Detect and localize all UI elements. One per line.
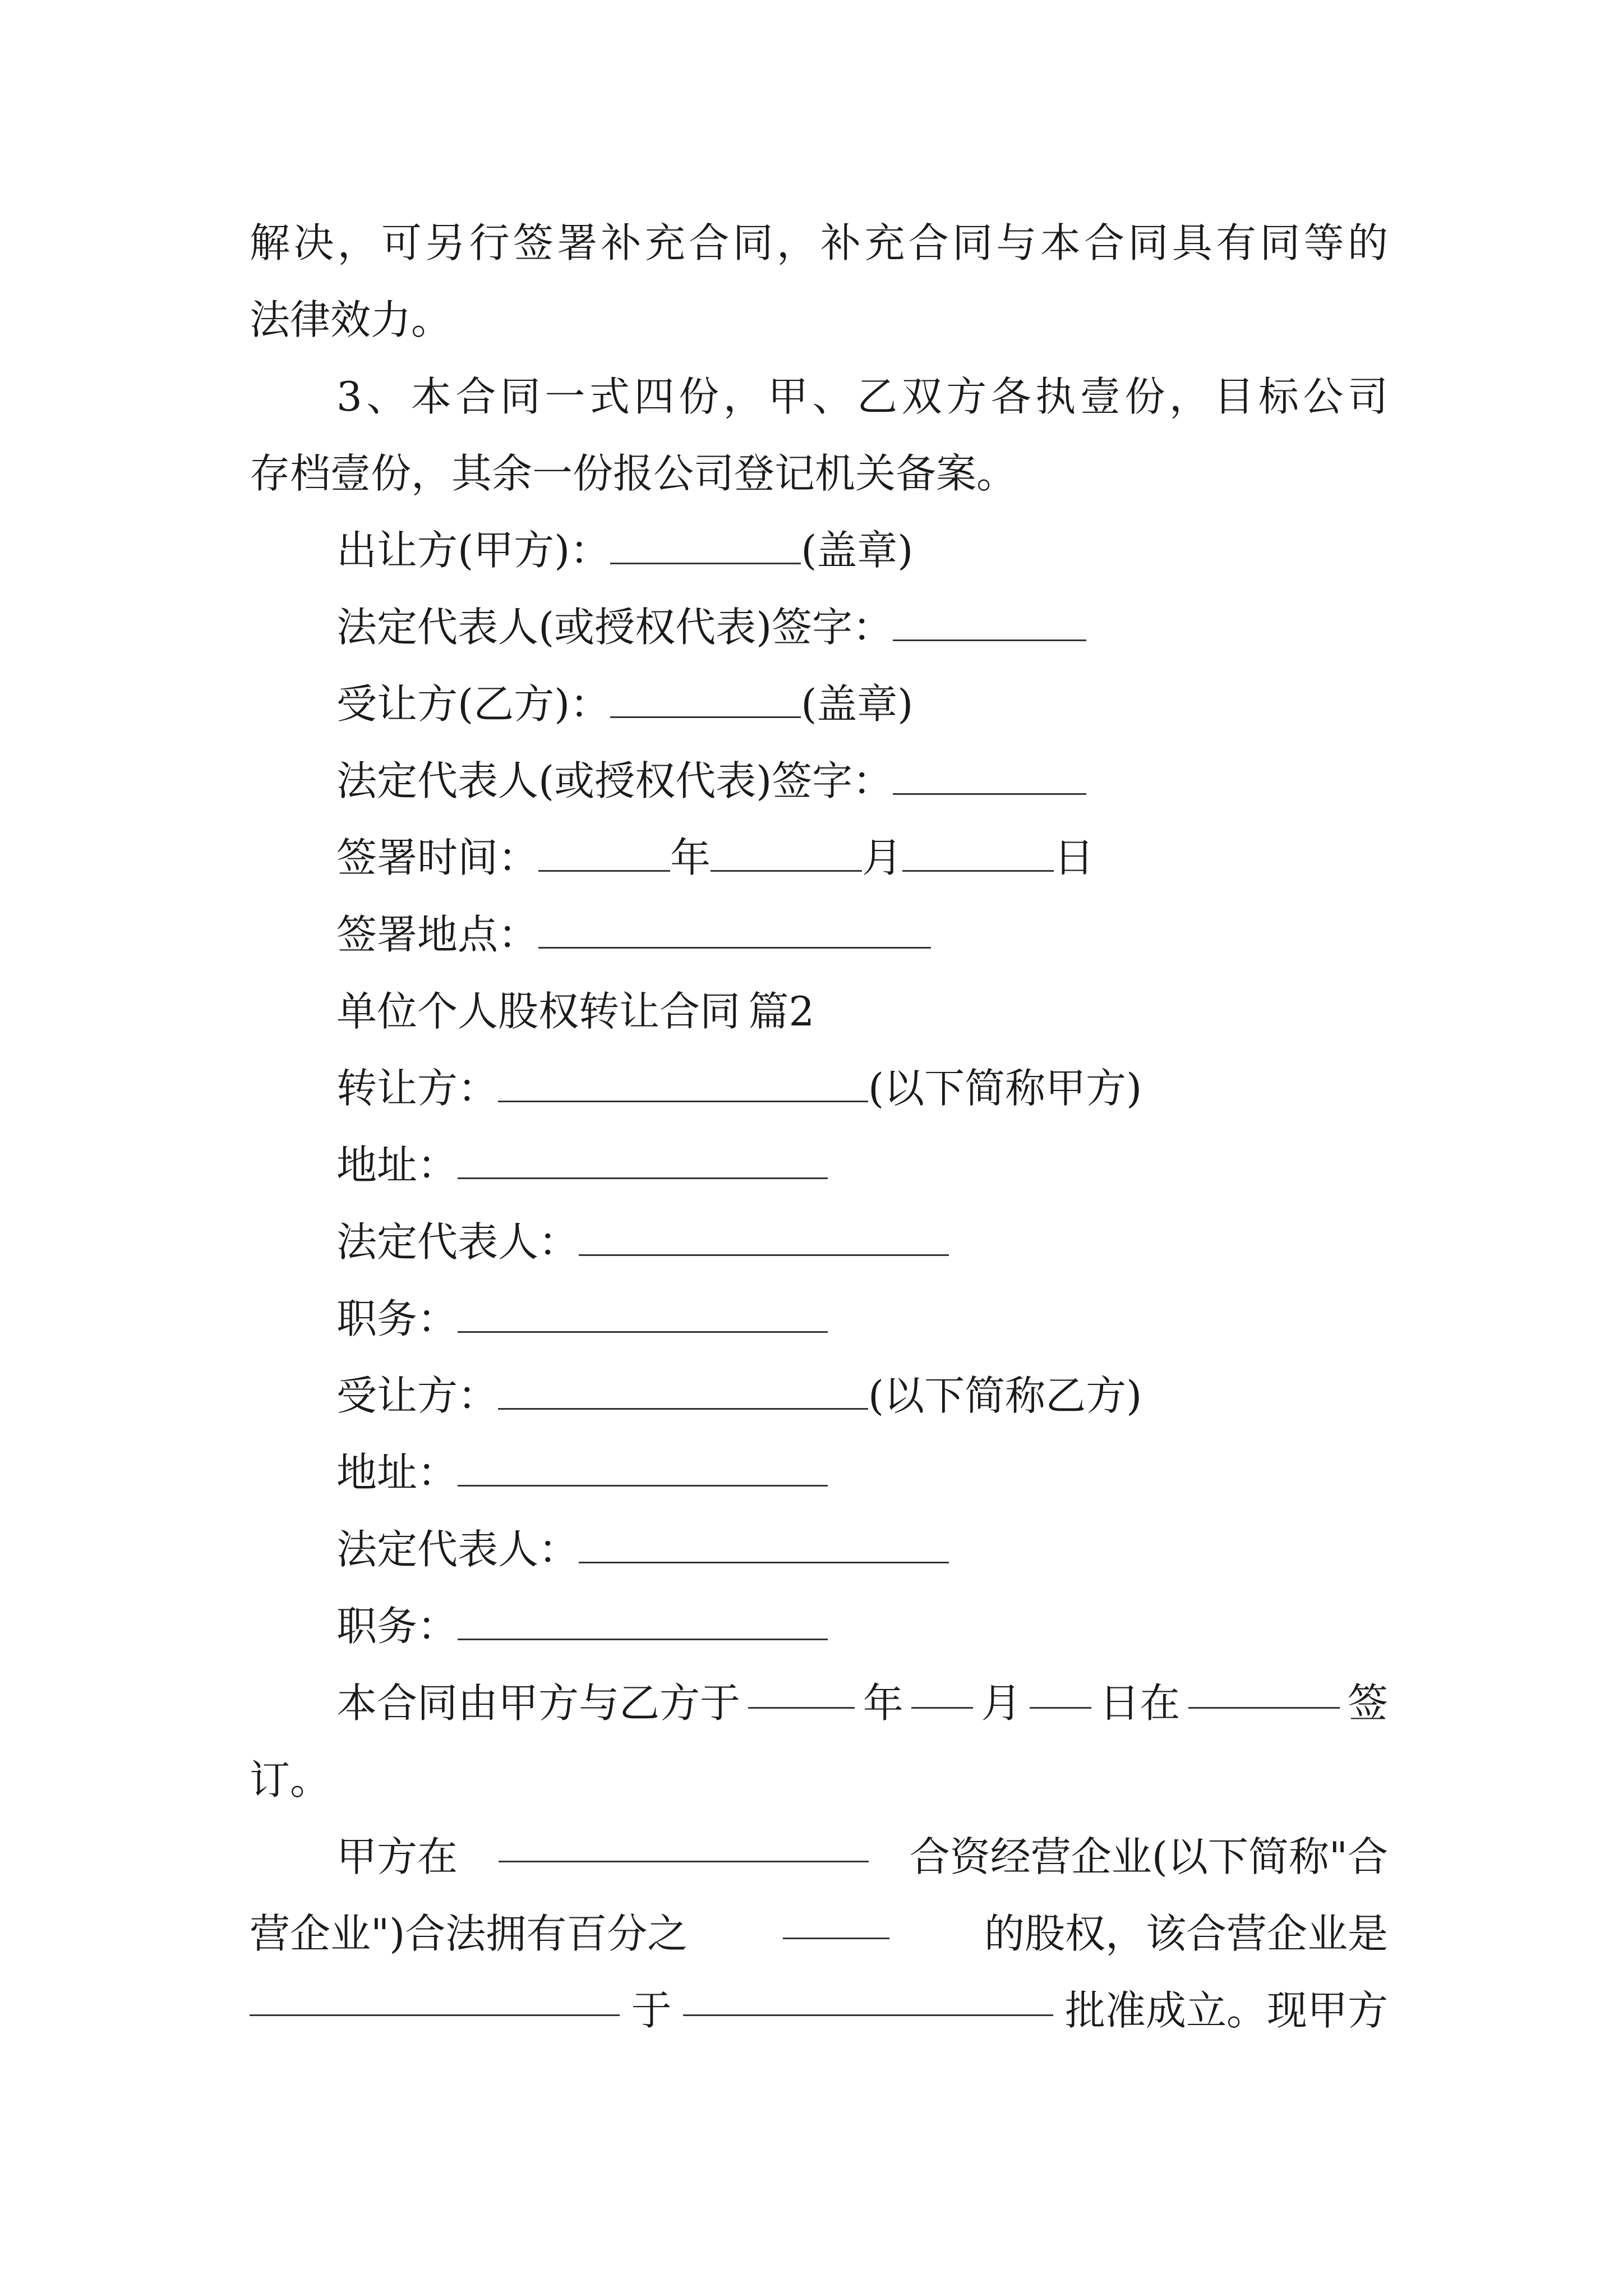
field-label: (盖章): [801, 680, 914, 728]
text-line: [250, 1903, 1388, 1964]
field-label: 月: [862, 834, 903, 881]
text-line: 法律效力。: [250, 296, 452, 343]
blank-underline: [610, 528, 801, 564]
blank-underline: [498, 1066, 868, 1102]
field-label: 签署地点：: [336, 911, 539, 958]
heading-text: 单位个人股权转让合同: [336, 988, 741, 1035]
field-label: 法定代表人：: [336, 1526, 579, 1573]
blank-underline: [458, 1296, 828, 1333]
text-segment: 于: [631, 1987, 672, 2034]
blank-underline: [893, 758, 1086, 795]
blank-underline: [610, 682, 801, 718]
blank-underline: [499, 1826, 869, 1862]
text-line: 解决，可另行签署补充合同，补充合同与本合同具有同等的: [250, 219, 1388, 266]
signature-line: [336, 750, 1623, 812]
blank-underline: [1188, 1672, 1340, 1709]
signature-line: [336, 519, 1623, 581]
party-line: [336, 1442, 1623, 1503]
signature-line: [336, 904, 1623, 965]
blank-underline: [458, 1143, 828, 1179]
field-label: 法定代表人：: [336, 1218, 579, 1266]
blank-underline: [538, 835, 670, 872]
field-label: 出让方(甲方)：: [336, 527, 611, 574]
field-label: (以下简称甲方): [868, 1065, 1142, 1112]
text-line: [250, 1980, 1388, 2041]
party-line: [336, 1288, 1623, 1350]
section-heading: [336, 981, 1623, 1042]
date-line: [336, 827, 1623, 889]
blank-underline: [893, 605, 1086, 641]
party-line: [336, 1134, 1623, 1196]
field-label: 签署时间：: [336, 834, 539, 881]
field-label: 转让方：: [336, 1065, 499, 1112]
blank-underline: [458, 1604, 828, 1640]
blank-underline: [458, 1450, 828, 1487]
party-line: [336, 1211, 1623, 1273]
blank-underline: [250, 1980, 620, 2016]
text-line: [336, 1826, 1388, 1888]
party-line: [336, 1519, 1623, 1580]
blank-underline: [902, 835, 1054, 872]
field-label: 职务：: [336, 1295, 458, 1342]
blank-underline: [538, 912, 931, 949]
field-label: (盖章): [801, 527, 914, 574]
text-segment: 的股权，该合营企业是: [984, 1910, 1388, 1957]
text-segment: 甲方在: [336, 1833, 458, 1880]
party-line: [336, 1057, 1623, 1119]
heading-number: 篇2: [748, 988, 815, 1035]
signature-line: [336, 596, 1623, 658]
field-label: 受让方(乙方)：: [336, 680, 611, 728]
field-label: 法定代表人(或授权代表)签字：: [336, 604, 893, 651]
text-segment: 本合同由甲方与乙方于: [336, 1680, 741, 1727]
blank-underline: [748, 1672, 855, 1709]
text-line: 订。: [250, 1756, 331, 1803]
text-segment: 年: [863, 1680, 903, 1727]
blank-underline: [579, 1527, 949, 1563]
field-label: 法定代表人(或授权代表)签字：: [336, 757, 893, 804]
text-segment: 合资经营企业(以下简称"合: [909, 1833, 1388, 1880]
blank-underline: [711, 835, 862, 872]
field-label: 地址：: [336, 1142, 458, 1189]
text-segment: 批准成立。现甲方: [1064, 1987, 1388, 2034]
field-label: 日: [1054, 834, 1095, 881]
blank-underline: [498, 1373, 868, 1410]
text-segment: 营企业")合法拥有百分之: [250, 1910, 688, 1957]
field-label: 地址：: [336, 1449, 458, 1496]
blank-underline: [783, 1903, 889, 1939]
field-label: 职务：: [336, 1603, 458, 1650]
signature-line: [336, 673, 1623, 735]
field-label: 受让方：: [336, 1372, 499, 1419]
blank-underline: [683, 1980, 1053, 2016]
text-segment: 日在: [1099, 1680, 1181, 1727]
text-segment: 月: [981, 1680, 1022, 1727]
field-label: (以下简称乙方): [868, 1372, 1142, 1419]
text-line: 3、本合同一式四份，甲、乙双方各执壹份，目标公司: [336, 373, 1388, 420]
blank-underline: [579, 1220, 949, 1256]
party-line: [336, 1365, 1623, 1427]
blank-underline: [1030, 1672, 1091, 1709]
blank-underline: [911, 1672, 973, 1709]
text-line: [336, 1672, 1388, 1734]
party-line: [336, 1595, 1623, 1657]
text-segment: 签: [1347, 1680, 1388, 1727]
field-label: 年: [670, 834, 711, 881]
text-line: 存档壹份，其余一份报公司登记机关备案。: [250, 450, 1017, 497]
